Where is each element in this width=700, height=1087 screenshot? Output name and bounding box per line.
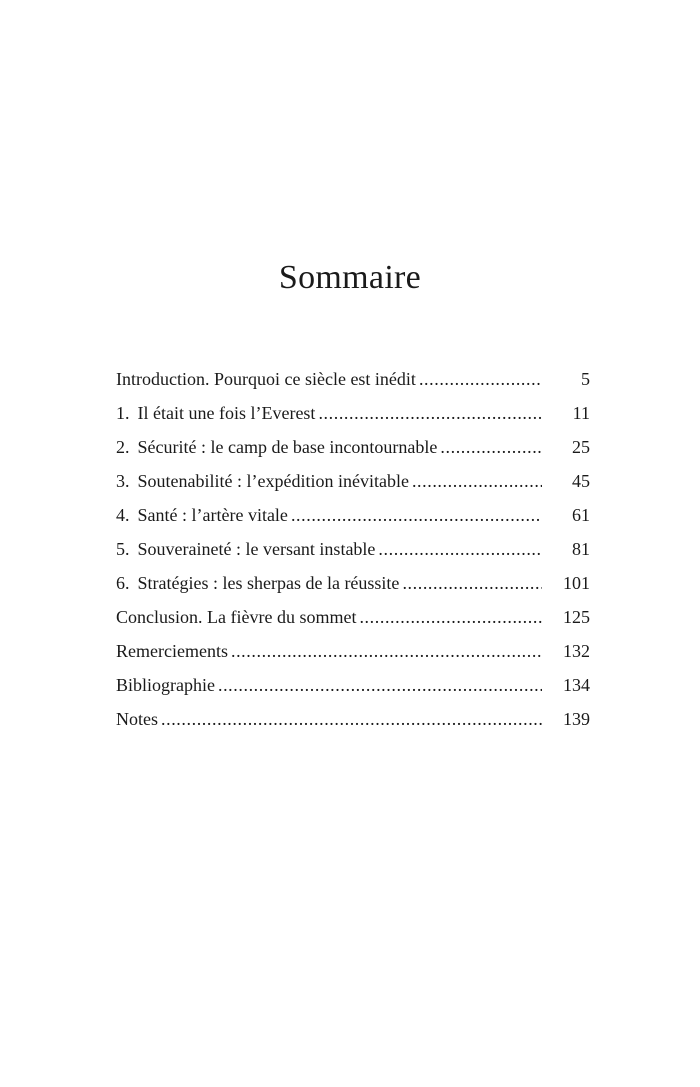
toc-entry-label: 6. Stratégies : les sherpas de la réussite <box>116 566 399 600</box>
toc-chapter-number: 5. <box>116 539 130 559</box>
toc-dot-leader <box>440 430 542 464</box>
toc-entry-label: 2. Sécurité : le camp de base incontournable <box>116 430 437 464</box>
toc-dot-leader <box>419 362 542 396</box>
toc-entry-conclusion <box>116 600 590 634</box>
toc-chapter-number: 2. <box>116 437 130 457</box>
page-title: Sommaire <box>278 259 422 296</box>
toc-entry-label: Remerciements <box>116 641 228 661</box>
toc-dot-leader <box>231 634 542 668</box>
toc-entry-chapter-2 <box>116 430 590 464</box>
toc-dot-leader <box>161 702 542 736</box>
toc-page-number: 81 <box>572 539 590 559</box>
toc-entry-introduction <box>116 362 590 396</box>
toc-entry-label: Bibliographie <box>116 675 215 695</box>
toc-dot-leader <box>412 464 542 498</box>
toc-page-number: 5 <box>581 369 590 389</box>
toc-page-number: 101 <box>563 573 590 593</box>
toc-entry-remerciements <box>116 634 590 668</box>
toc-page-number: 132 <box>563 641 590 661</box>
toc-dot-leader <box>402 566 542 600</box>
toc-page-number: 134 <box>563 675 590 695</box>
toc-entry-chapter-1 <box>116 396 590 430</box>
toc-entry-chapter-3 <box>116 464 590 498</box>
toc-chapter-number: 1. <box>116 403 130 423</box>
toc-page-number: 25 <box>572 437 590 457</box>
toc-dot-leader <box>291 498 542 532</box>
toc-entry-notes <box>116 702 590 736</box>
toc-entry-label: Introduction. Pourquoi ce siècle est inédit <box>116 369 416 389</box>
table-of-contents <box>116 362 590 736</box>
toc-page-number: 61 <box>572 505 590 525</box>
toc-dot-leader <box>318 396 542 430</box>
toc-entry-label: 5. Souveraineté : le versant instable <box>116 532 375 566</box>
toc-dot-leader <box>359 600 542 634</box>
toc-entry-bibliographie <box>116 668 590 702</box>
toc-page-number: 125 <box>563 607 590 627</box>
toc-entry-chapter-6 <box>116 566 590 600</box>
toc-entry-label: 1. Il était une fois l’Everest <box>116 396 315 430</box>
toc-page-number: 45 <box>572 471 590 491</box>
toc-entry-label: Conclusion. La fièvre du sommet <box>116 607 357 627</box>
toc-entry-chapter-4 <box>116 498 590 532</box>
toc-chapter-number: 6. <box>116 573 130 593</box>
toc-page-number: 11 <box>572 403 590 423</box>
toc-dot-leader <box>218 668 542 702</box>
toc-chapter-number: 3. <box>116 471 130 491</box>
toc-entry-label: 4. Santé : l’artère vitale <box>116 498 288 532</box>
toc-entry-label: 3. Soutenabilité : l’expédition inévitable <box>116 464 409 498</box>
toc-page-number: 139 <box>563 709 590 729</box>
toc-entry-label: Notes <box>116 709 158 729</box>
toc-chapter-number: 4. <box>116 505 130 525</box>
toc-dot-leader <box>378 532 542 566</box>
toc-entry-chapter-5 <box>116 532 590 566</box>
